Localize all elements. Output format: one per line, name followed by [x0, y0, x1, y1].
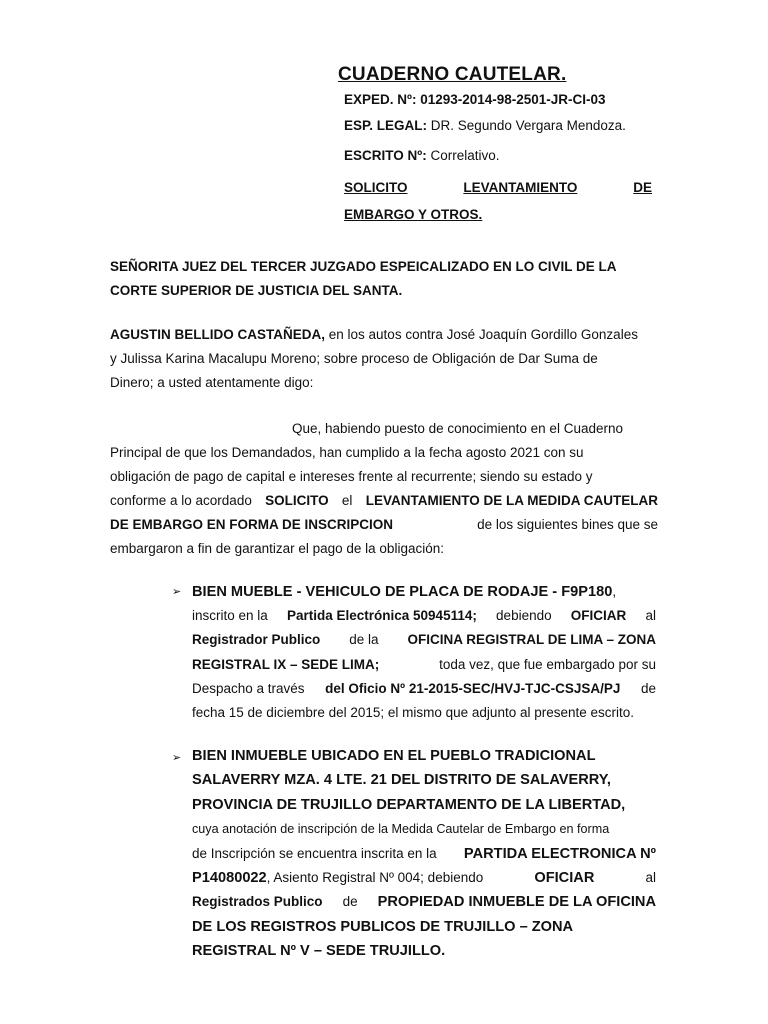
arrow-bullet-icon: ➢ [172, 752, 182, 764]
request-paragraph: Que, habiendo puesto de conocimiento en el Cuaderno Principal de que los Demandados, han cumplido a la fecha agosto 2021 con su obligación de pago de capital e intereses frente al recurrente; siendo su estado y conforme a lo acordado SOLICITO el LEVANTAMIENTO DE LA MEDIDA CAUTELAR DE EMBARGO EN FORMA DE INSCRIPCION de los siguientes bines que se embargaron a fin de garantizar el pago de la obligación: [110, 421, 658, 556]
list-item: ➢ BIEN INMUEBLE UBICADO EN EL PUEBLO TRADICIONAL SALAVERRY MZA. 4 LTE. 21 DEL DISTRITO DE SALAVERRY, PROVINCIA DE TRUJILLO DEPARTAMENTO DE LA LIBERTAD, cuya anotación de inscripción de la Medida Cautelar de Embargo en forma de Inscripción se encuentra inscrita en la PARTIDA ELECTRONICA Nº P14080022, Asiento Registral Nº 004; debiendo OFICIAR al Registrados Publico de PROPIEDAD INMUEBLE DE LA OFICINA DE LOS REGISTROS PUBLICOS DE TRUJILLO – ZONA REGISTRAL Nº V – SEDE TRUJILLO. [172, 748, 656, 960]
brief-number: ESCRITO Nº: Correlativo. [344, 148, 500, 163]
request-summary: SOLICITO LEVANTAMIENTO DE EMBARGO Y OTROS. [344, 180, 652, 222]
intro-paragraph: AGUSTIN BELLIDO CASTAÑEDA, en los autos contra José Joaquín Gordillo Gonzales y Julissa Karina Macalupu Moreno; sobre proceso de Obligación de Dar Suma de Dinero; a usted atentamente digo: [110, 327, 638, 390]
addressee: SEÑORITA JUEZ DEL TERCER JUZGADO ESPEICALIZADO EN LO CIVIL DE LA CORTE SUPERIOR DE JUSTICIA DEL SANTA. [110, 259, 617, 298]
list-item: ➢ BIEN MUEBLE - VEHICULO DE PLACA DE RODAJE - F9P180, inscrito en la Partida Electrónica 50945114; debiendo OFICIAR al Registrador Publico de la OFICINA REGISTRAL DE LIMA – ZONA REGISTRAL IX – SEDE LIMA; toda vez, que fue embargado por su Despacho a través del Oficio Nº 21-2015-SEC/HVJ-TJC-CSJSA/PJ de fecha 15 de diciembre del 2015; el mismo que adjunto al presente escrito. [172, 580, 656, 725]
arrow-bullet-icon: ➢ [172, 586, 182, 598]
document-title: CUADERNO CAUTELAR. [338, 64, 567, 85]
legal-specialist: ESP. LEGAL: DR. Segundo Vergara Mendoza. [344, 118, 626, 133]
expedient-number: EXPED. Nº: 01293-2014-98-2501-JR-CI-03 [344, 92, 606, 107]
